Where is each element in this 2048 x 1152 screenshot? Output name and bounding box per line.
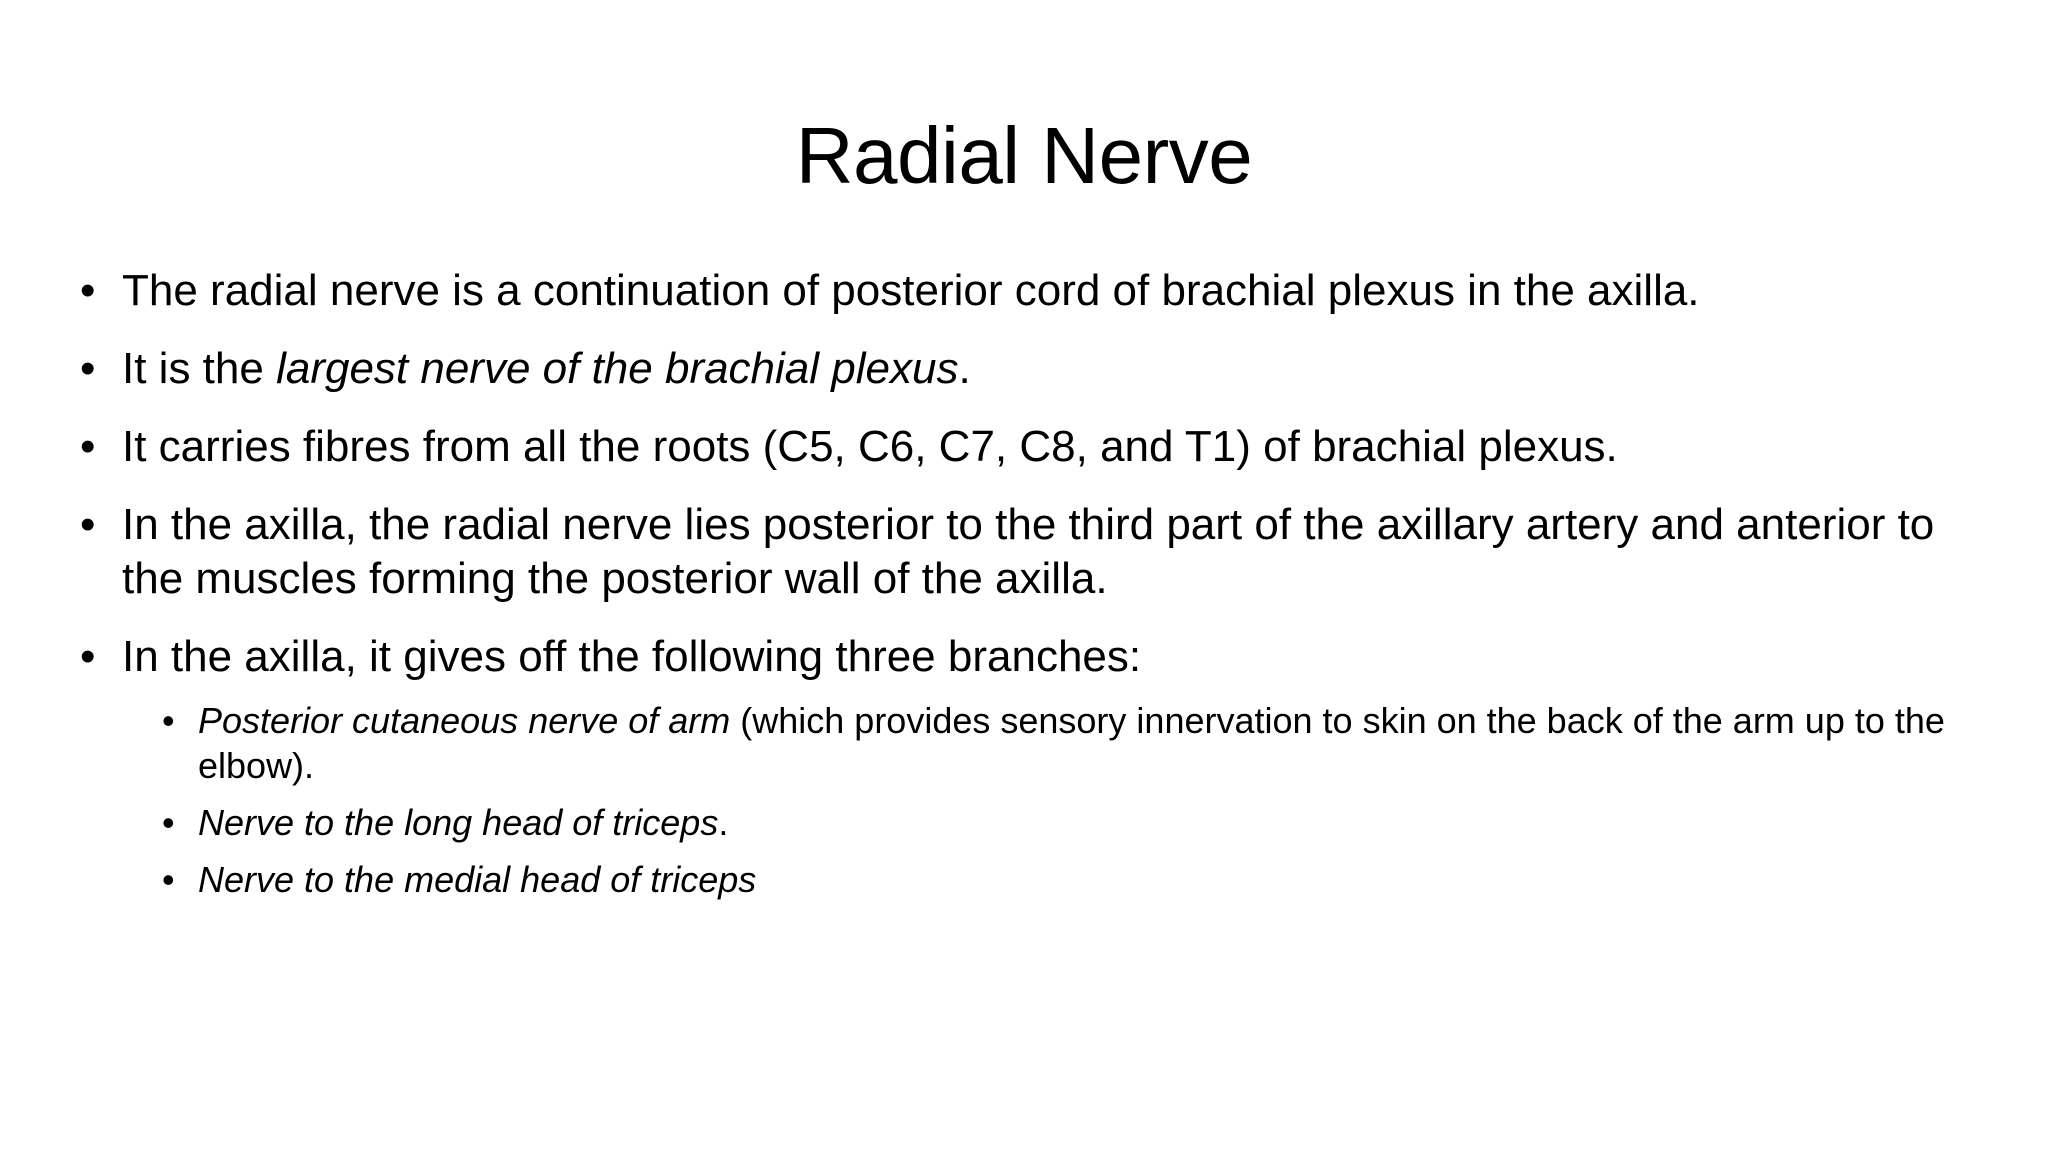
bullet-text: In the axilla, it gives off the following three branches:: [122, 632, 1142, 681]
sub-bullet-text-suffix: (which provides sensory innervation to skin on the back of the arm up to the elbow).: [198, 700, 1945, 786]
bullet-glyph: •: [80, 266, 96, 315]
bullet-item-1: [80, 264, 1980, 318]
sub-bullet-text-italic: Posterior cutaneous nerve of arm: [198, 700, 731, 741]
bullet-text-italic: largest nerve of the brachial plexus: [276, 344, 959, 393]
bullet-text-suffix: .: [958, 344, 971, 393]
bullet-item-3: [80, 420, 1980, 474]
sub-bullet-item-2: [162, 800, 1978, 845]
sub-bullet-item-3: [162, 857, 1978, 902]
sub-bullet-text-suffix: .: [718, 802, 729, 843]
bullet-item-4: [80, 498, 1980, 606]
sub-bullet-glyph: •: [162, 859, 175, 900]
bullet-text: The radial nerve is a continuation of posterior cord of brachial plexus in the axilla.: [122, 266, 1700, 315]
sub-bullet-text-italic: Nerve to the medial head of triceps: [198, 859, 757, 900]
slide-title: Radial Nerve: [795, 111, 1253, 200]
bullet-item-2: [80, 342, 1980, 396]
bullet-text: It carries fibres from all the roots (C5, C6, C7, C8, and T1) of brachial plexus.: [122, 422, 1618, 471]
bullet-text-prefix: It is the: [122, 344, 277, 393]
sub-bullet-glyph: •: [162, 802, 175, 843]
bullet-glyph: •: [80, 500, 96, 549]
bullet-text: In the axilla, the radial nerve lies posterior to the third part of the axillary artery and anterior to the muscles forming the posterior wall of the axilla.: [122, 500, 1935, 603]
bullet-glyph: •: [80, 344, 96, 393]
sub-bullet-item-1: [162, 698, 1978, 788]
bullet-item-5: [80, 630, 1980, 902]
bullet-glyph: •: [80, 422, 96, 471]
sub-bullet-text-italic: Nerve to the long head of triceps: [198, 802, 719, 843]
slide-content: [80, 264, 1980, 926]
sub-bullet-list: [122, 698, 1980, 902]
bullet-list: [80, 264, 1980, 902]
bullet-glyph: •: [80, 632, 96, 681]
sub-bullet-glyph: •: [162, 700, 175, 741]
